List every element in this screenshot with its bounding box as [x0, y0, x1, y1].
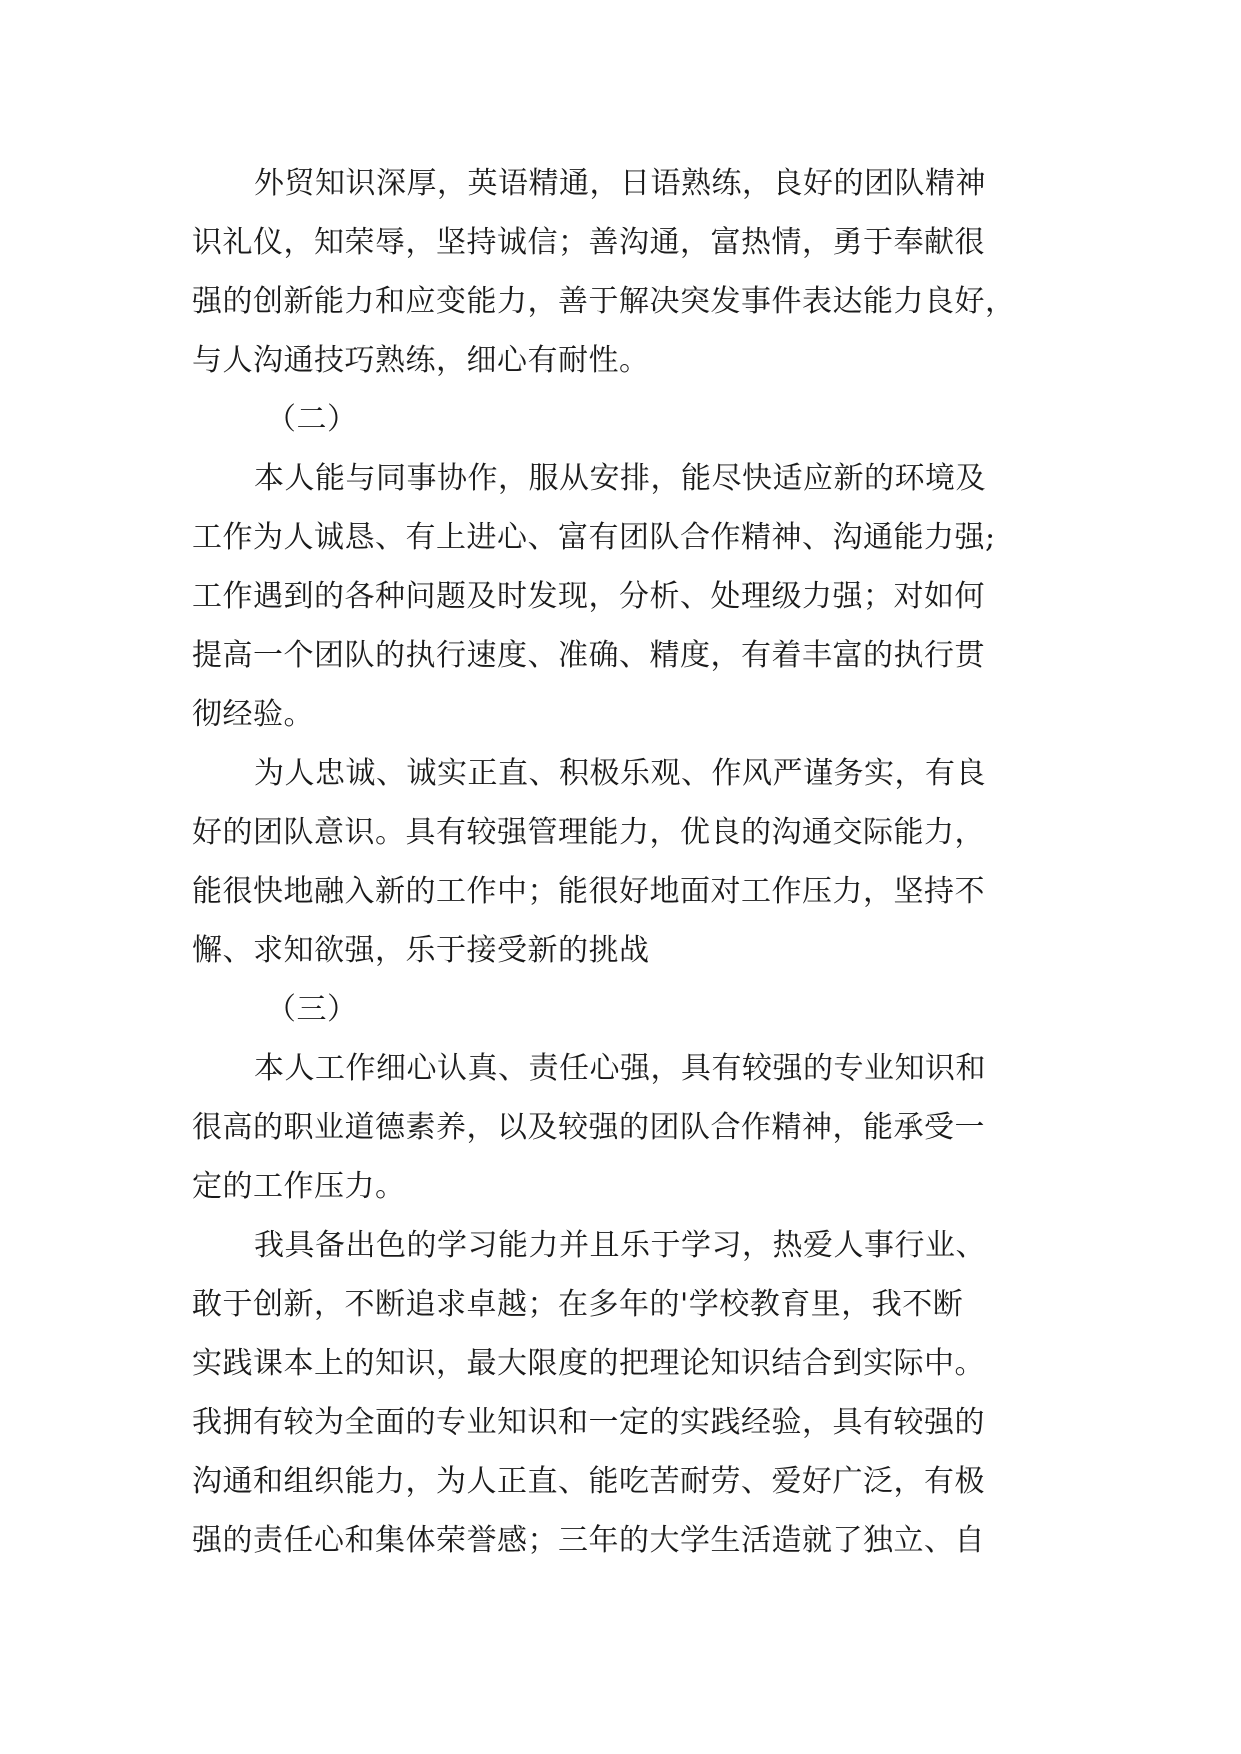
paragraph-line: 为人忠诚、诚实正直、积极乐观、作风严谨务实，有良	[254, 756, 986, 791]
paragraph-line: 本人工作细心认真、责任心强，具有较强的专业知识和	[254, 1051, 986, 1086]
paragraph-line: 好的团队意识。具有较强管理能力，优良的沟通交际能力，	[192, 815, 985, 850]
paragraph-line: 与人沟通技巧熟练，细心有耐性。	[192, 343, 650, 378]
paragraph-line: 识礼仪，知荣辱，坚持诚信；善沟通，富热情，勇于奉献很	[192, 225, 985, 260]
paragraph-line: 强的创新能力和应变能力，善于解决突发事件表达能力良好，	[192, 284, 1016, 319]
paragraph-line: 很高的职业道德素养，以及较强的团队合作精神，能承受一	[192, 1110, 985, 1145]
paragraph-line: 提高一个团队的执行速度、准确、精度，有着丰富的执行贯	[192, 638, 985, 673]
paragraph-line: 沟通和组织能力，为人正直、能吃苦耐劳、爱好广泛，有极	[192, 1464, 985, 1499]
section-heading: （二）	[266, 402, 358, 437]
section-heading: （三）	[266, 992, 358, 1027]
paragraph-line: 定的工作压力。	[192, 1169, 406, 1204]
paragraph-line: 彻经验。	[192, 697, 314, 732]
paragraph-line: 本人能与同事协作，服从安排，能尽快适应新的环境及	[254, 461, 986, 496]
paragraph-line: 能很快地融入新的工作中；能很好地面对工作压力，坚持不	[192, 874, 985, 909]
paragraph-line: 工作遇到的各种问题及时发现，分析、处理级力强；对如何	[192, 579, 985, 614]
paragraph-line: 敢于创新，不断追求卓越；在多年的'学校教育里，我不断	[192, 1287, 964, 1322]
paragraph-line: 我具备出色的学习能力并且乐于学习，热爱人事行业、	[254, 1228, 986, 1263]
paragraph-line: 工作为人诚恳、有上进心、富有团队合作精神、沟通能力强;	[192, 520, 996, 555]
paragraph-line: 我拥有较为全面的专业知识和一定的实践经验，具有较强的	[192, 1405, 985, 1440]
paragraph-line: 实践课本上的知识，最大限度的把理论知识结合到实际中。	[192, 1346, 985, 1381]
paragraph-line: 懈、求知欲强，乐于接受新的挑战	[192, 933, 650, 968]
paragraph-line: 强的责任心和集体荣誉感；三年的大学生活造就了独立、自	[192, 1523, 985, 1558]
paragraph-line: 外贸知识深厚，英语精通，日语熟练，良好的团队精神	[254, 166, 986, 201]
